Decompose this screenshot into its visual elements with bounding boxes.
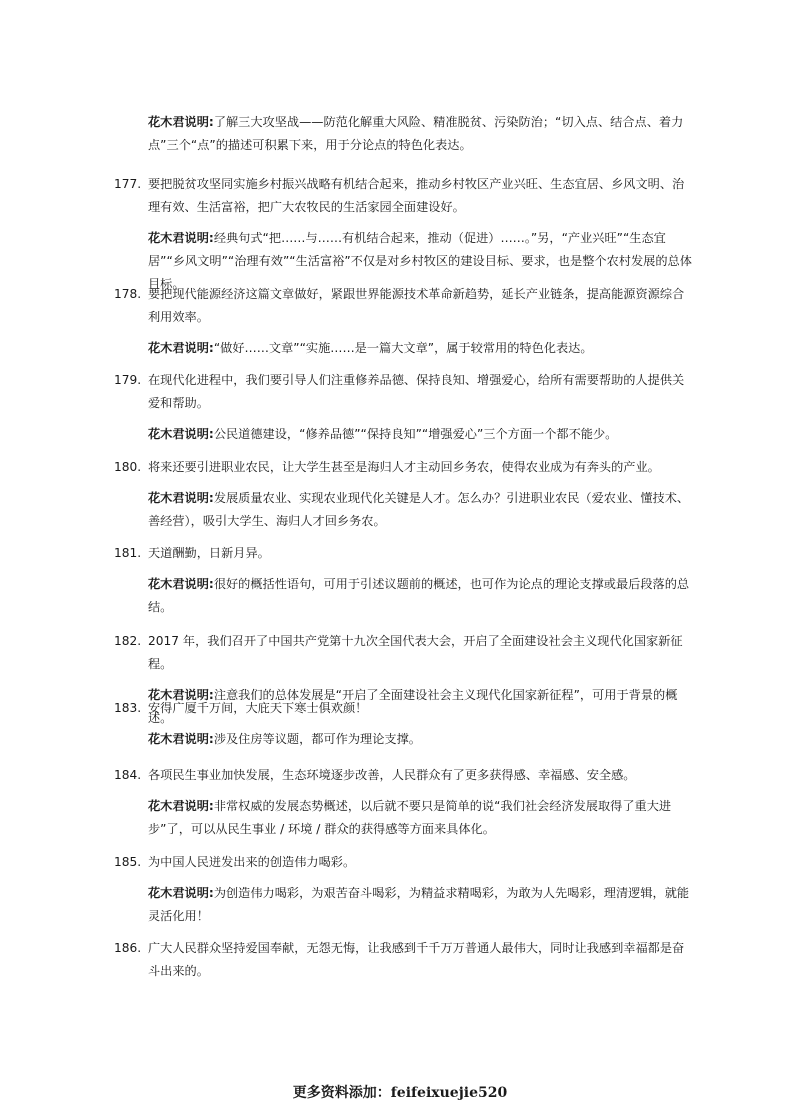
- entry-number: 185.: [114, 855, 142, 869]
- entry-number: 178.: [114, 287, 142, 301]
- footer-contact: 更多资料添加：feifeixuejie520: [292, 1085, 508, 1101]
- note-label: 花木君说明:: [148, 577, 214, 591]
- note-label: 花木君说明:: [148, 115, 214, 129]
- note-label: 花木君说明:: [148, 732, 214, 746]
- entry-text: 将来还要引进职业农民，让大学生甚至是海归人才主动回乡务农，使得农业成为有奔头的产业。: [148, 460, 660, 474]
- note-label: 花木君说明:: [148, 427, 214, 441]
- entry-184: [114, 764, 694, 841]
- entry-note: [148, 728, 694, 751]
- note-text: 非常权威的发展态势概述，以后就不要只是简单的说“我们社会经济发展取得了重大进步”了，可以从民生事业 / 环境 / 群众的获得感等方面来具体化。: [148, 799, 672, 836]
- entry-text: 广大人民群众坚持爱国奉献，无怨无悔，让我感到千千万万普通人最伟大，同时让我感到幸福都是奋斗出来的。: [148, 941, 685, 978]
- note-label: 花木君说明:: [148, 799, 214, 813]
- entry-number: 181.: [114, 546, 142, 560]
- entry-text: 安得广厦千万间，大庇天下寒士俱欢颜！: [148, 701, 368, 715]
- entry-text: 2017 年，我们召开了中国共产党第十九次全国代表大会，开启了全面建设社会主义现代化国家新征程。: [148, 634, 683, 671]
- note-text: 了解三大攻坚战——防范化解重大风险、精准脱贫、污染防治；“切入点、结合点、着力点”三个“点”的描述可积累下来，用于分论点的特色化表达。: [148, 115, 684, 152]
- entry-note: [148, 487, 694, 533]
- entry-number: 182.: [114, 634, 142, 648]
- note-label: 花木君说明:: [148, 231, 214, 245]
- entry-number: 183.: [114, 701, 142, 715]
- entry-186: [114, 937, 694, 983]
- entry-text: 天道酬勤，日新月异。: [148, 546, 270, 560]
- entry-note: [148, 882, 694, 928]
- entry-number: 180.: [114, 460, 142, 474]
- entry-179: [114, 369, 694, 446]
- note-label: 花木君说明:: [148, 341, 214, 355]
- entry-number: 179.: [114, 373, 142, 387]
- entry-number: 177.: [114, 177, 142, 191]
- note-label: 花木君说明:: [148, 491, 214, 505]
- entry-note: [148, 573, 694, 619]
- note-label: 花木君说明:: [148, 688, 214, 702]
- note-text: 发展质量农业、实现农业现代化关键是人才。怎么办？引进职业农民（爱农业、懂技术、善经营），吸引大学生、海归人才回乡务农。: [148, 491, 690, 528]
- note-text: 涉及住房等议题，都可作为理论支撑。: [213, 732, 421, 746]
- entry-note: [148, 795, 694, 841]
- entry-text: 为中国人民迸发出来的创造伟力喝彩。: [148, 855, 356, 869]
- entry-note: [148, 423, 694, 446]
- entry-text: 要把现代能源经济这篇文章做好，紧跟世界能源技术革命新趋势，延长产业链条，提高能源资源综合利用效率。: [148, 287, 685, 324]
- entry-180: [114, 456, 694, 533]
- note-text: 注意我们的总体发展是“开启了全面建设社会主义现代化国家新征程”，可用于背景的概述。: [148, 688, 678, 725]
- entry-178: [114, 283, 694, 360]
- note-text: “做好……文章”“实施……是一篇大文章”，属于较常用的特色化表达。: [213, 341, 593, 355]
- note-label: 花木君说明:: [148, 886, 214, 900]
- entry-number: 184.: [114, 768, 142, 782]
- entry-text: 各项民生事业加快发展，生态环境逐步改善，人民群众有了更多获得感、幸福感、安全感。: [148, 768, 636, 782]
- entry-text: 在现代化进程中，我们要引导人们注重修养品德、保持良知、增强爱心，给所有需要帮助的人提供关爱和帮助。: [148, 373, 685, 410]
- entry-183: [114, 697, 694, 751]
- note-text: 很好的概括性语句，可用于引述议题前的概述，也可作为论点的理论支撑或最后段落的总结。: [148, 577, 690, 614]
- entry-number: 186.: [114, 941, 142, 955]
- intro-note: [148, 111, 688, 157]
- entry-177: [114, 173, 694, 296]
- entry-185: [114, 851, 694, 928]
- entry-text: 要把脱贫攻坚同实施乡村振兴战略有机结合起来，推动乡村牧区产业兴旺、生态宜居、乡风文明、治理有效、生活富裕，把广大农牧民的生活家园全面建设好。: [148, 177, 685, 214]
- note-text: 公民道德建设，“修养品德”“保持良知”“增强爱心”三个方面一个都不能少。: [213, 427, 618, 441]
- entry-note: [148, 337, 694, 360]
- note-text: 经典句式“把……与……有机结合起来，推动（促进）……。”另，“产业兴旺”“生态宜居”“乡风文明”“治理有效”“生活富裕”不仅是对乡村牧区的建设目标、要求，也是整个农村发展的总体目标。: [148, 231, 692, 291]
- note-text: 为创造伟力喝彩，为艰苦奋斗喝彩，为精益求精喝彩，为敢为人先喝彩，理清逻辑，就能灵活化用！: [148, 886, 690, 923]
- entry-181: [114, 542, 694, 619]
